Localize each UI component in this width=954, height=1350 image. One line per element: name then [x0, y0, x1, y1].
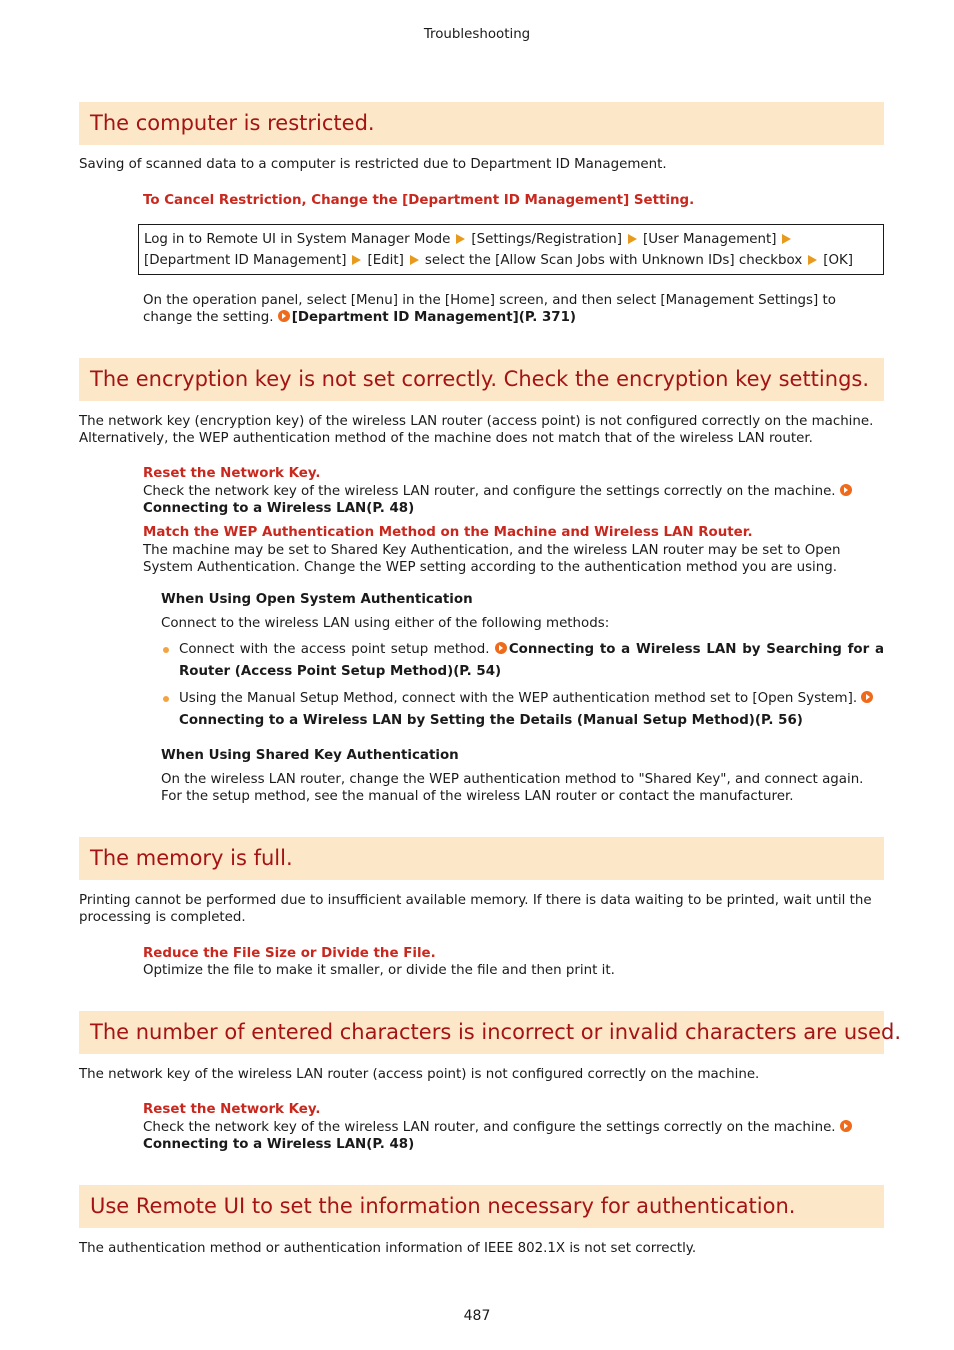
arrow-right-icon — [782, 234, 791, 244]
remedy-text — [143, 542, 884, 576]
page-number: 487 — [463, 1308, 491, 1324]
list-item — [161, 688, 884, 732]
remedy-text: Optimize the file to make it smaller, or divide the file and then print it. — [143, 963, 615, 978]
remedy-text — [143, 1119, 884, 1153]
section-heading-encryption-key: The encryption key is not set correctly. Check the encryption key settings. — [79, 358, 884, 401]
access-point-setup-link[interactable]: Connecting to a Wireless LAN by Searching for a Router (Access Point Setup Method)(P. 54) — [179, 642, 884, 679]
shared-line: For the setup method, see the manual of the wireless LAN router or contact the manufacturer. — [161, 789, 794, 804]
shared-key-text — [161, 771, 884, 805]
remedy-text — [143, 483, 884, 517]
remedy-line: The machine may be set to Shared Key Authentication, and the wireless LAN router may be set to Open — [143, 543, 841, 558]
section-heading-invalid-characters: The number of entered characters is incorrect or invalid characters are used. — [79, 1011, 884, 1054]
section-intro: The network key of the wireless LAN router (access point) is not configured correctly on the machine. — [79, 1067, 760, 1082]
remedy-body: Check the network key of the wireless LAN router, and configure the settings correctly on the machine. — [143, 484, 836, 499]
arrow-right-icon — [808, 255, 817, 265]
running-head: Troubleshooting — [423, 27, 531, 42]
section-heading-remote-ui-auth: Use Remote UI to set the information necessary for authentication. — [79, 1185, 884, 1228]
path-line-1 — [144, 229, 878, 250]
section-intro — [79, 892, 884, 926]
arrow-right-icon — [456, 234, 465, 244]
arrow-right-icon — [352, 255, 361, 265]
arrow-right-icon — [628, 234, 637, 244]
intro-line: Alternatively, the WEP authentication method of the machine does not match that of the wireless LAN router. — [79, 431, 813, 446]
intro-line: The network key (encryption key) of the wireless LAN router (access point) is not configured correctly on the machine. — [79, 414, 874, 429]
path-box — [138, 224, 884, 275]
path-step: [OK] — [823, 253, 854, 268]
remedy-title: Reduce the File Size or Divide the File. — [143, 946, 436, 961]
intro-line: Printing cannot be performed due to insufficient available memory. If there is data waiting to be printed, wait until the — [79, 893, 872, 908]
remedy-line: System Authentication. Change the WEP setting according to the authentication method you are using. — [143, 560, 838, 575]
remedy-title: To Cancel Restriction, Change the [Department ID Management] Setting. — [143, 193, 695, 208]
bullet-text: Using the Manual Setup Method, connect with the WEP authentication method set to [Open System]. — [179, 691, 858, 706]
open-system-text: Connect to the wireless LAN using either of the following methods: — [161, 616, 610, 631]
bullet-icon — [163, 647, 169, 653]
remedy-body: Check the network key of the wireless LAN router, and configure the settings correctly on the machine. — [143, 1120, 836, 1135]
section-intro: Saving of scanned data to a computer is restricted due to Department ID Management. — [79, 157, 667, 172]
note-text: change the setting. — [143, 310, 274, 325]
manual-setup-link[interactable]: Connecting to a Wireless LAN by Setting the Details (Manual Setup Method)(P. 56) — [179, 713, 803, 728]
path-step: Log in to Remote UI in System Manager Mode — [144, 232, 451, 247]
operation-panel-note — [143, 292, 884, 326]
path-step: [Settings/Registration] — [471, 232, 622, 247]
section-heading-computer-restricted: The computer is restricted. — [79, 102, 884, 145]
path-step: [Edit] — [367, 253, 404, 268]
section-heading-memory-full: The memory is full. — [79, 837, 884, 880]
shared-line: On the wireless LAN router, change the WEP authentication method to "Shared Key", and connect again. — [161, 772, 864, 787]
remedy-title: Reset the Network Key. — [143, 1102, 321, 1117]
bullet-text: Connect with the access point setup method. — [179, 642, 490, 657]
section-intro: The authentication method or authentication information of IEEE 802.1X is not set correctly. — [79, 1241, 697, 1256]
path-step: [Department ID Management] — [144, 253, 347, 268]
open-system-title: When Using Open System Authentication — [161, 592, 473, 607]
bullet-icon — [163, 696, 169, 702]
path-step: select the [Allow Scan Jobs with Unknown IDs] checkbox — [424, 253, 803, 268]
link-arrow-icon — [840, 484, 852, 496]
dept-id-link[interactable]: [Department ID Management](P. 371) — [291, 310, 577, 325]
path-step: [User Management] — [643, 232, 777, 247]
section-intro — [79, 413, 884, 447]
link-arrow-icon — [495, 642, 507, 654]
link-arrow-icon — [840, 1120, 852, 1132]
wireless-lan-link[interactable]: Connecting to a Wireless LAN(P. 48) — [143, 1137, 415, 1152]
link-arrow-icon — [278, 310, 290, 322]
arrow-right-icon — [410, 255, 419, 265]
wireless-lan-link[interactable]: Connecting to a Wireless LAN(P. 48) — [143, 501, 415, 516]
link-arrow-icon — [861, 691, 873, 703]
list-item — [161, 639, 884, 683]
remedy-title: Reset the Network Key. — [143, 466, 321, 481]
shared-key-title: When Using Shared Key Authentication — [161, 748, 459, 763]
note-line: On the operation panel, select [Menu] in the [Home] screen, and then select [Management Settings] to — [143, 293, 836, 308]
note-line — [143, 309, 884, 326]
intro-line: processing is completed. — [79, 910, 246, 925]
path-line-2 — [144, 250, 878, 271]
remedy-title: Match the WEP Authentication Method on the Machine and Wireless LAN Router. — [143, 525, 753, 540]
